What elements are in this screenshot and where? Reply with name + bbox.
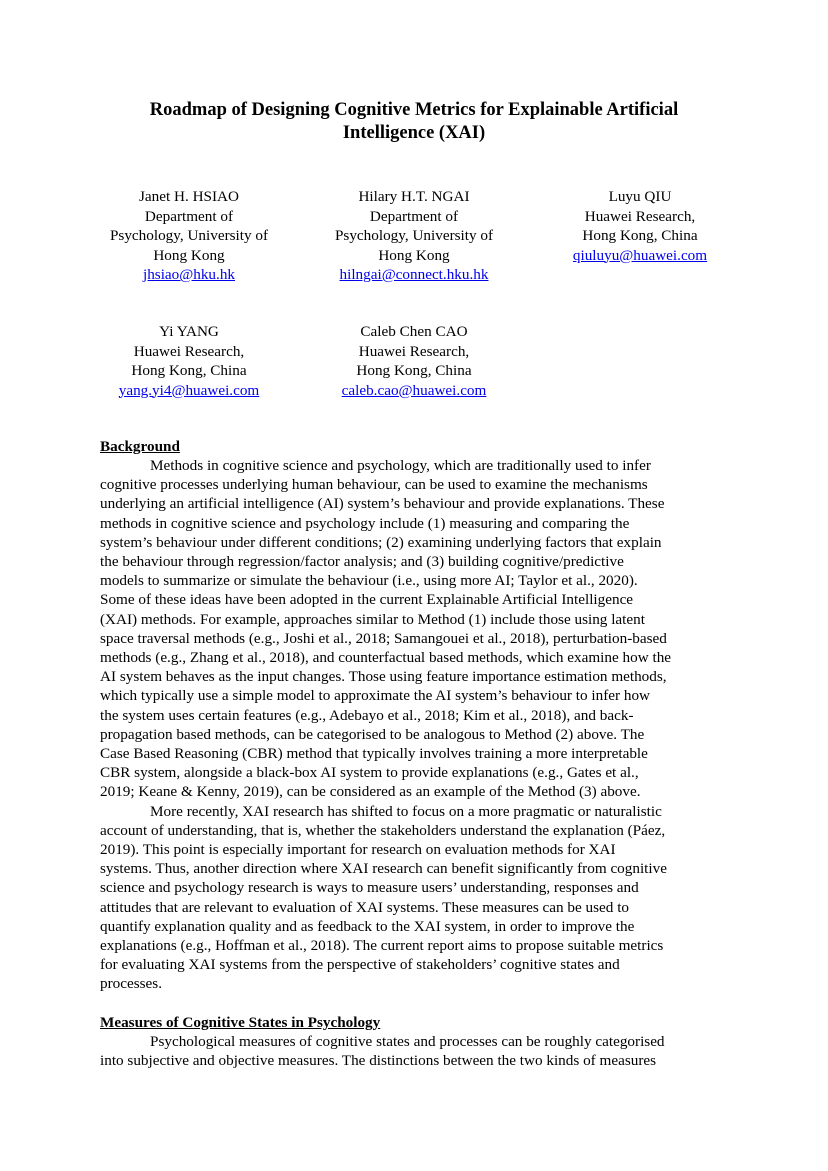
author-name: Caleb Chen CAO — [360, 323, 468, 340]
author-yang — [89, 322, 289, 400]
author-affiliation: Huawei Research, — [133, 342, 245, 360]
paper-title — [90, 99, 738, 145]
author-cao — [314, 322, 514, 400]
paragraph-line: methods in cognitive science and psychology include (1) measuring and comparing the — [100, 514, 630, 532]
paragraph-line: for evaluating XAI systems from the perspective of stakeholders’ cognitive states and — [100, 956, 620, 974]
author-email-link[interactable]: jhsiao@hku.hk — [142, 266, 236, 283]
paragraph-line: models to summarize or simulate the behaviour (i.e., using more AI; Taylor et al., 2020). — [100, 572, 638, 590]
paragraph-line: into subjective and objective measures. The distinctions between the two kinds of measures — [100, 1052, 657, 1070]
author-affiliation: Department of — [144, 207, 234, 225]
author-affiliation: Department of — [369, 207, 459, 225]
author-name: Hilary H.T. NGAI — [358, 188, 470, 205]
paragraph-line: CBR system, alongside a black-box AI system to provide explanations (e.g., Gates et al., — [100, 764, 639, 782]
author-affiliation: Hong Kong — [378, 246, 450, 264]
paragraph-line: Methods in cognitive science and psychology, which are traditionally used to infer — [150, 457, 651, 474]
author-name: Yi YANG — [159, 323, 219, 340]
paragraph-line: attitudes that are relevant to evaluation of XAI systems. These measures can be used to — [100, 898, 630, 916]
author-affiliation: Huawei Research, — [584, 207, 696, 225]
section-heading-background: Background — [100, 438, 180, 455]
paragraph-line: Some of these ideas have been adopted in the current Explainable Artificial Intelligence — [100, 591, 634, 609]
author-qiu — [540, 187, 740, 265]
paragraph-line: account of understanding, that is, whether the stakeholders understand the explanation (Páez, — [100, 821, 666, 839]
paragraph-line: 2019; Keane & Kenny, 2019), can be considered as an example of the Method (3) above. — [100, 783, 641, 801]
paragraph-line: Case Based Reasoning (CBR) method that typically involves training a more interpretable — [100, 745, 648, 763]
author-ngai — [314, 187, 514, 285]
paragraph-line: processes. — [100, 975, 162, 993]
title-line-1: Roadmap of Designing Cognitive Metrics for Explainable Artificial — [149, 100, 679, 120]
author-affiliation: Hong Kong, China — [582, 227, 698, 244]
paragraph-line: science and psychology research is ways to measure users’ understanding, responses and — [100, 879, 639, 897]
title-line-2: Intelligence (XAI) — [342, 123, 486, 143]
paragraph-line: the behaviour through regression/factor analysis; and (3) building cognitive/predictive — [100, 553, 624, 571]
measures-paragraph — [100, 1032, 730, 1070]
paragraph-line: quantify explanation quality and as feedback to the XAI system, in order to improve the — [100, 917, 635, 935]
paragraph-line: explanations (e.g., Hoffman et al., 2018). The current report aims to propose suitable metrics — [100, 937, 664, 955]
author-hsiao — [89, 187, 289, 285]
author-affiliation: Psychology, University of — [334, 227, 494, 244]
paragraph-line: which typically use a simple model to approximate the AI system’s behaviour to infer how — [100, 687, 651, 705]
paragraph-line: 2019). This point is especially important for research on evaluation methods for XAI — [100, 841, 616, 859]
paragraph-line: AI system behaves as the input changes. Those using feature importance estimation methods, — [100, 668, 667, 686]
paragraph-line: (XAI) methods. For example, approaches similar to Method (1) include those using latent — [100, 610, 645, 628]
author-email-link[interactable]: yang.yi4@huawei.com — [118, 381, 260, 399]
author-name: Janet H. HSIAO — [139, 188, 239, 205]
paragraph-line: space traversal methods (e.g., Joshi et al., 2018; Samangouei et al., 2018), perturbation-based — [100, 629, 667, 647]
author-name: Luyu QIU — [608, 188, 672, 205]
paragraph-line: More recently, XAI research has shifted to focus on a more pragmatic or naturalistic — [150, 802, 662, 820]
author-affiliation: Psychology, University of — [109, 227, 269, 244]
paragraph-line: system’s behaviour under different conditions; (2) examining underlying factors that explain — [100, 533, 662, 551]
author-affiliation: Huawei Research, — [358, 342, 470, 360]
author-affiliation: Hong Kong, China — [356, 362, 472, 379]
paragraph-line: underlying an artificial intelligence (AI) system’s behaviour and provide explanations. These — [100, 495, 665, 513]
author-affiliation: Hong Kong, China — [131, 362, 247, 379]
paragraph-line: the system uses certain features (e.g., Adebayo et al., 2018; Kim et al., 2018), and back- — [100, 706, 634, 724]
paragraph-line: systems. Thus, another direction where XAI research can benefit significantly from cognitive — [100, 860, 667, 878]
background-paragraphs — [100, 456, 730, 994]
section-heading-measures: Measures of Cognitive States in Psychology — [100, 1014, 381, 1031]
paragraph-line: Psychological measures of cognitive states and processes can be roughly categorised — [150, 1033, 665, 1050]
author-affiliation: Hong Kong — [153, 246, 225, 264]
paragraph-line: cognitive processes underlying human behaviour, can be used to examine the mechanisms — [100, 476, 648, 494]
paragraph-line: propagation based methods, can be categorised to be analogous to Method (2) above. The — [100, 725, 645, 743]
paragraph-line: methods (e.g., Zhang et al., 2018), and counterfactual based methods, which examine how the — [100, 649, 672, 667]
author-email-link[interactable]: qiuluyu@huawei.com — [572, 246, 708, 264]
author-email-link[interactable]: hilngai@connect.hku.hk — [339, 266, 489, 283]
author-email-link[interactable]: caleb.cao@huawei.com — [341, 381, 487, 399]
